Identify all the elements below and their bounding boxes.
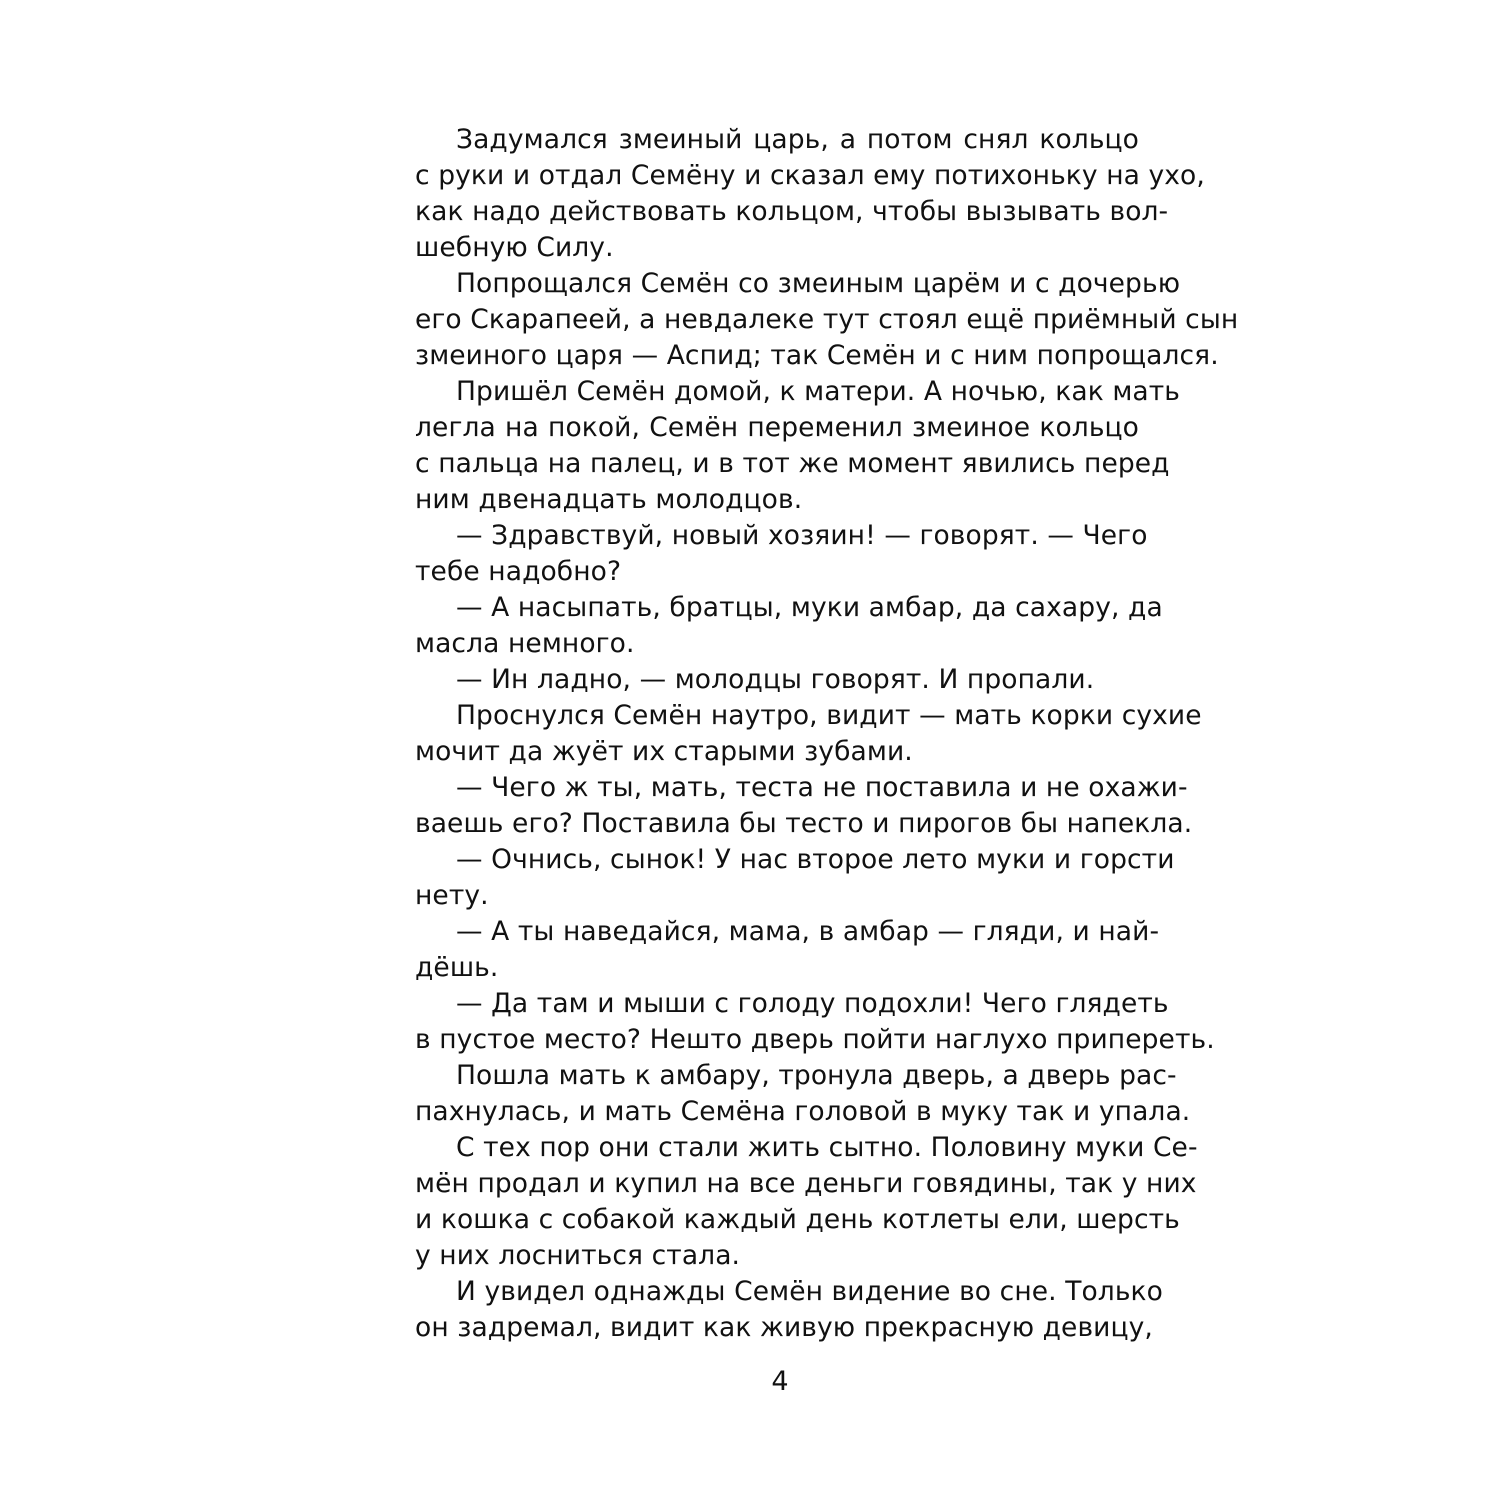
text-line: пахнулась, и мать Семёна головой в муку так и упала. bbox=[415, 1096, 1191, 1127]
text-line: Пришёл Семён домой, к матери. А ночью, как мать bbox=[456, 376, 1181, 407]
page-number: 4 bbox=[771, 1366, 789, 1397]
text-line: нету. bbox=[415, 880, 489, 911]
text-line: И увидел однажды Семён видение во сне. Только bbox=[456, 1276, 1163, 1307]
text-line: с руки и отдал Семёну и сказал ему потихоньку на ухо, bbox=[415, 160, 1205, 191]
text-line: — Ин ладно, — молодцы говорят. И пропали. bbox=[456, 664, 1095, 695]
text-line: С тех пор они стали жить сытно. Половину муки Се- bbox=[456, 1132, 1198, 1163]
text-line: легла на покой, Семён переменил змеиное кольцо bbox=[415, 412, 1139, 443]
text-line: его Скарапеей, а невдалеке тут стоял ещё приёмный сын bbox=[415, 304, 1239, 335]
text-line: мочит да жуёт их старыми зубами. bbox=[415, 736, 913, 767]
text-line: Проснулся Семён наутро, видит — мать корки сухие bbox=[456, 700, 1202, 731]
text-line: как надо действовать кольцом, чтобы вызывать вол- bbox=[415, 196, 1169, 227]
text-line: мён продал и купил на все деньги говядины, так у них bbox=[415, 1168, 1197, 1199]
text-line: — Здравствуй, новый хозяин! — говорят. — Чего bbox=[456, 520, 1148, 551]
text-line: Пошла мать к амбару, тронула дверь, а дверь рас- bbox=[456, 1060, 1177, 1091]
text-line: ним двенадцать молодцов. bbox=[415, 484, 803, 515]
text-line: — А насыпать, братцы, муки амбар, да сахару, да bbox=[456, 592, 1163, 623]
text-line: ваешь его? Поставила бы тесто и пирогов бы напекла. bbox=[415, 808, 1193, 839]
text-line: — Очнись, сынок! У нас второе лето муки и горсти bbox=[456, 844, 1175, 875]
text-line: Попрощался Семён со змеиным царём и с дочерью bbox=[456, 268, 1181, 299]
text-line: и кошка с собакой каждый день котлеты ели, шерсть bbox=[415, 1204, 1180, 1235]
text-line: масла немного. bbox=[415, 628, 635, 659]
text-line: у них лосниться стала. bbox=[415, 1240, 741, 1271]
text-line: змеиного царя — Аспид; так Семён и с ним попрощался. bbox=[415, 340, 1219, 371]
text-line: шебную Силу. bbox=[415, 232, 614, 263]
text-line: в пустое место? Нешто дверь пойти наглухо припереть. bbox=[415, 1024, 1215, 1055]
text-line: он задремал, видит как живую прекрасную девицу, bbox=[415, 1312, 1153, 1343]
text-line: — Чего ж ты, мать, теста не поставила и не охажи- bbox=[456, 772, 1188, 803]
text-line: — А ты наведайся, мама, в амбар — гляди, и най- bbox=[456, 916, 1160, 947]
text-line: тебе надобно? bbox=[415, 556, 622, 587]
text-line: с пальца на палец, и в тот же момент явились перед bbox=[415, 448, 1170, 479]
text-line: — Да там и мыши с голоду подохли! Чего глядеть bbox=[456, 988, 1169, 1019]
text-line: Задумался змеиный царь, а потом снял кольцо bbox=[456, 124, 1139, 155]
text-line: дёшь. bbox=[415, 952, 499, 983]
